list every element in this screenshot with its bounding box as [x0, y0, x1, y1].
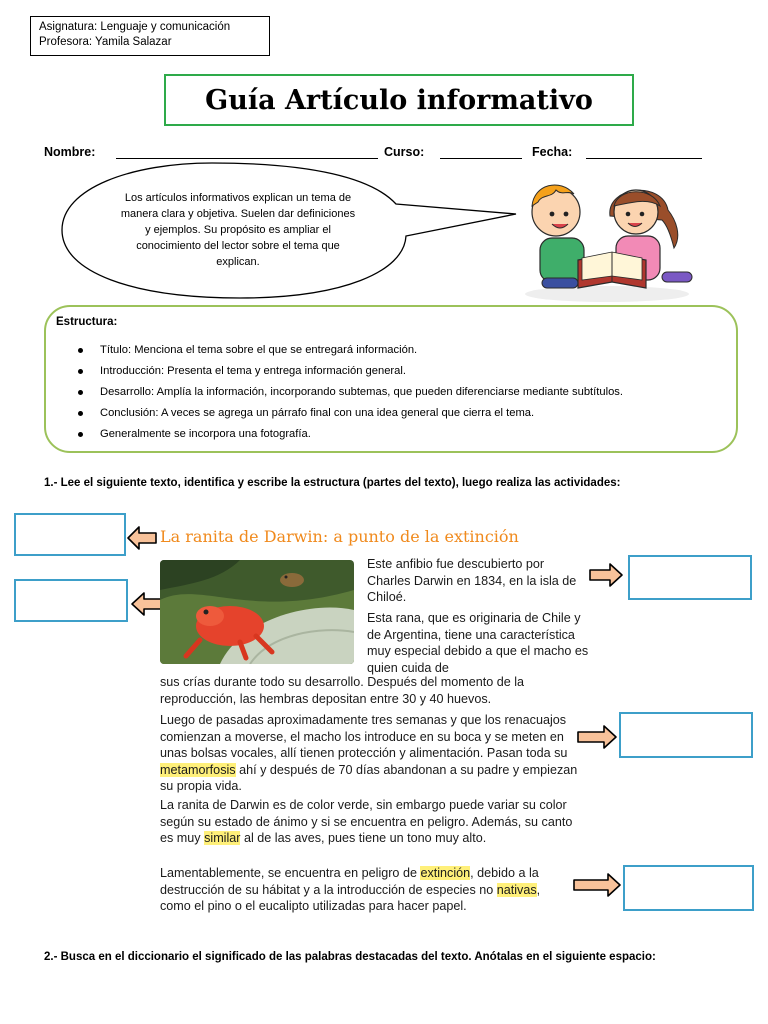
paragraph-introduction: Este anfibio fue descubierto por Charles Darwin en 1834, en la isla de Chiloé. [367, 557, 577, 604]
list-item: Título: Menciona el tema sobre el que se entregará información. [78, 340, 623, 361]
paragraph-development-3 [160, 797, 582, 847]
arrow-right-icon [576, 724, 618, 750]
paragraph-conclusion [160, 865, 572, 915]
list-item: Introducción: Presenta el tema y entrega información general. [78, 361, 623, 382]
intro-text: Los artículos informativos explican un tema de manera clara y objetiva. Suelen dar definiciones y ejemplos. Su propósito es ampliar el conocimiento del lector sobre el tema que explican. [120, 192, 356, 268]
teacher-label: Profesora: Yamila Salazar [39, 36, 172, 48]
page-title-text: Guía Artículo informativo [205, 84, 593, 116]
name-label: Nombre: [44, 145, 96, 159]
subject-label: Asignatura: Lenguaje y comunicación [39, 21, 231, 33]
answer-box-development[interactable] [619, 712, 753, 758]
structure-heading: Estructura: [56, 316, 118, 328]
answer-box-photo[interactable] [14, 579, 128, 622]
paragraph-development-1a: Esta rana, que es originaria de Chile y de Argentina, tiene una característica muy especial debido a que el macho es quien cuida de [367, 611, 589, 675]
course-label: Curso: [384, 145, 425, 159]
structure-list [78, 340, 623, 445]
paragraph-development-1b: sus crías durante todo su desarrollo. Después del momento de la reproducción, las hembras depositan entre 30 y 40 huevos. [160, 675, 525, 706]
highlighted-word: metamorfosis [160, 762, 236, 777]
highlighted-word: nativas [496, 882, 537, 897]
list-item: Desarrollo: Amplía la información, incorporando subtemas, que pueden diferenciarse mediante subtítulos. [78, 382, 623, 403]
list-item: Conclusión: A veces se agrega un párrafo final con una idea general que cierra el tema. [78, 403, 623, 424]
date-label: Fecha: [532, 145, 573, 159]
text-run: , debido a la destrucción de su hábitat y a la introducción de especies no [160, 866, 539, 897]
text-run: ahí y después de 70 días abandonan a su padre y empiezan su propia vida. [160, 762, 578, 793]
question-1: 1.- Lee el siguiente texto, identifica y escribe la estructura (partes del texto), luego realiza las actividades: [44, 477, 621, 489]
text-run: , como el pino o el eucalipto utilizadas para hacer papel. [160, 882, 541, 913]
text-run: al de las aves, pues tiene un tono muy alto. [240, 831, 487, 845]
frog-photo [160, 560, 354, 664]
text-run: La ranita de Darwin es de color verde, sin embargo puede variar su color según su estado de ánimo y si se encuentra en peligro. Además, su canto es muy [160, 798, 573, 845]
highlighted-word: similar [204, 831, 241, 845]
article-title: La ranita de Darwin: a punto de la extinción [160, 527, 519, 546]
question-2: 2.- Busca en el diccionario el significado de las palabras destacadas del texto. Anótalas en el siguiente espacio: [44, 951, 656, 963]
answer-box-introduction[interactable] [628, 555, 752, 600]
children-reading-illustration [512, 176, 702, 304]
answer-box-conclusion[interactable] [623, 865, 754, 911]
arrow-left-icon [126, 525, 158, 551]
arrow-right-icon [572, 872, 622, 898]
highlighted-word: extinción [420, 866, 471, 880]
paragraph-development-2 [160, 712, 592, 795]
list-item: Generalmente se incorpora una fotografía. [78, 424, 623, 445]
answer-box-title[interactable] [14, 513, 126, 556]
text-run: Lamentablemente, se encuentra en peligro de [160, 866, 421, 880]
text-run: Luego de pasadas aproximadamente tres semanas y que los renacuajos comienzan a moverse, el macho los introduce en su boca y se meten en unas bolsas vocales, allí tienen protección y alimentación. Pasan toda su [160, 713, 568, 760]
arrow-right-icon [588, 562, 624, 588]
